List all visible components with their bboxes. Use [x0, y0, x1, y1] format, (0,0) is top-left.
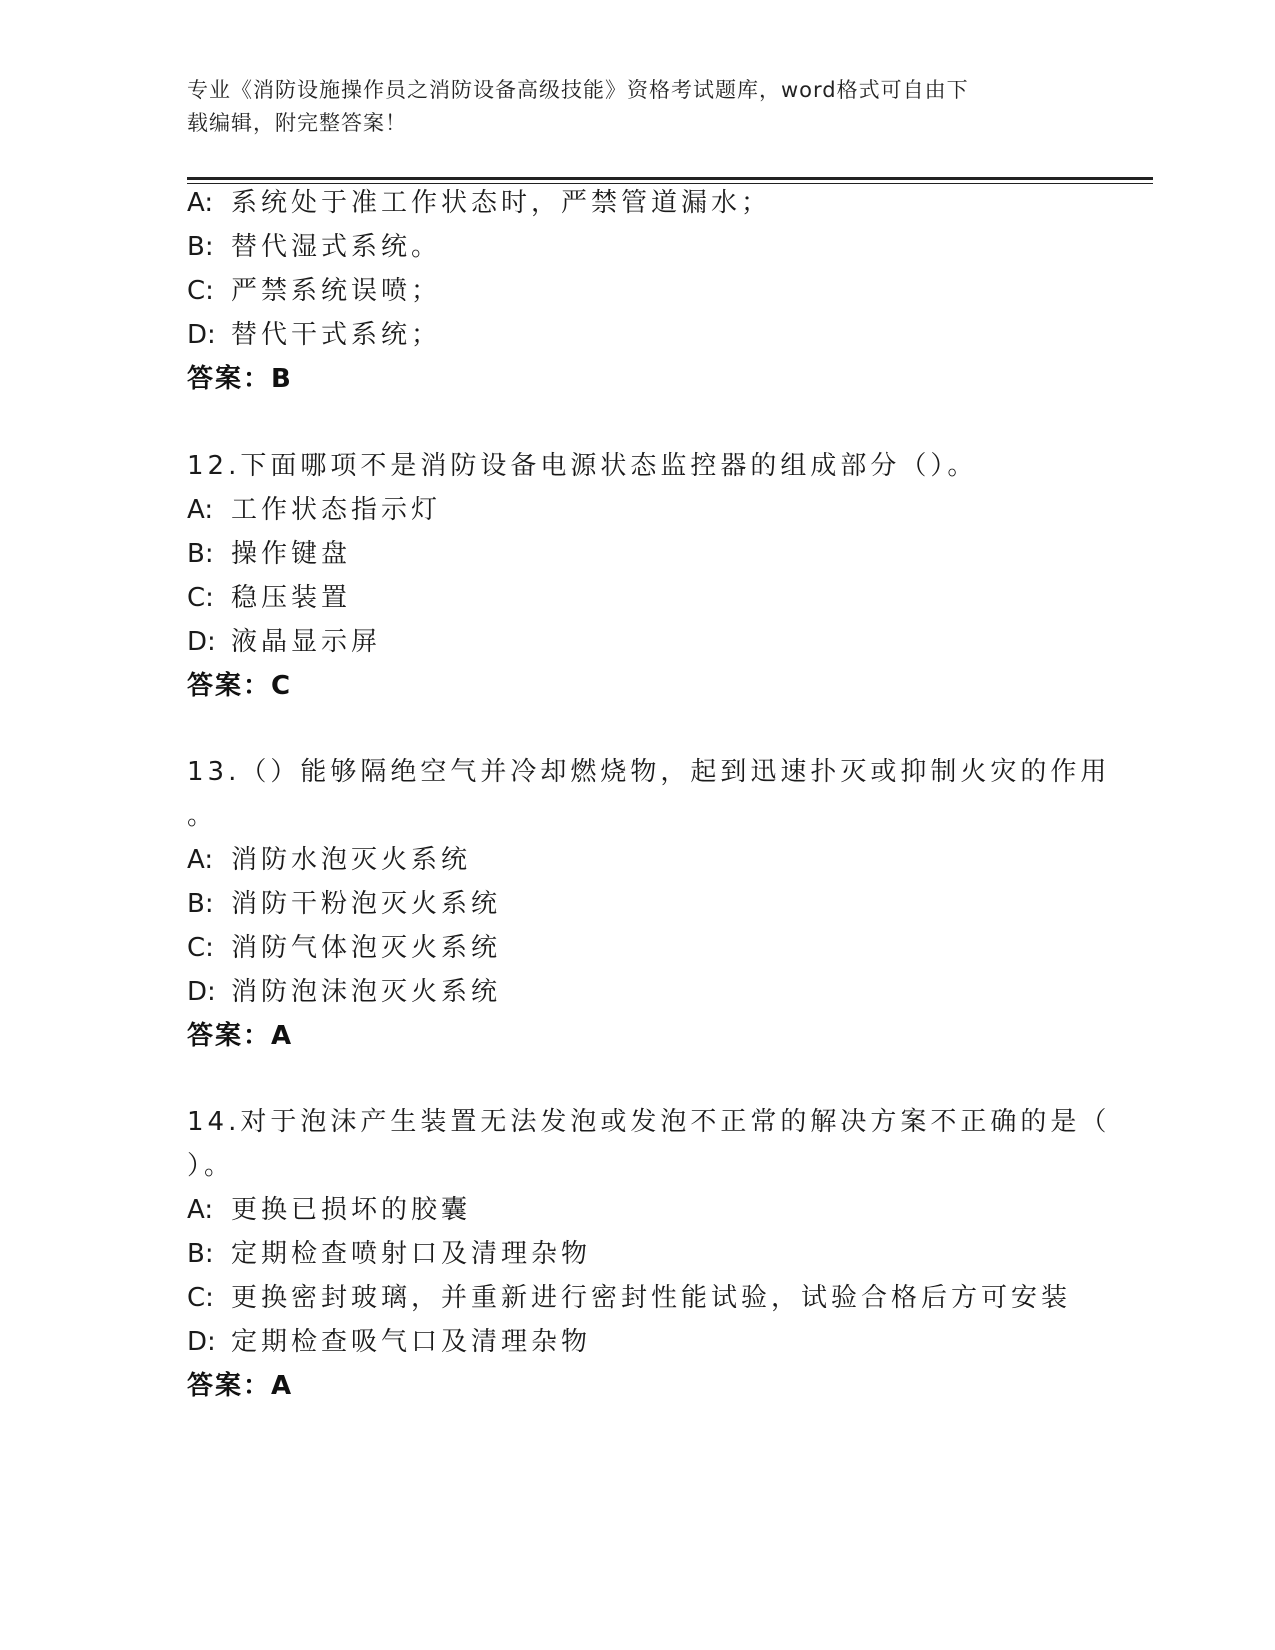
q11-answer: 答案：B [187, 364, 293, 394]
q11-option-a [187, 187, 771, 219]
q12-option-a [187, 494, 441, 526]
document-header [187, 74, 1067, 140]
q11-option-b [187, 231, 441, 263]
q12-option-d [187, 626, 381, 658]
q14-question-line-2: ）。 [187, 1151, 235, 1181]
header-divider-thick [187, 177, 1153, 180]
q14-option-a [187, 1194, 471, 1226]
option-text: 稳压装置 [231, 583, 352, 613]
q12-option-b [187, 538, 351, 570]
option-key: D: [187, 320, 216, 350]
option-key: A: [187, 495, 214, 525]
option-key: A: [187, 188, 214, 218]
option-text: 操作键盘 [231, 539, 352, 569]
option-text: 消防水泡灭火系统 [231, 845, 472, 875]
q14-option-b [187, 1238, 591, 1270]
option-key: B: [187, 1239, 214, 1269]
q13-question-line-2: 。 [187, 801, 218, 831]
q13-answer: 答案：A [187, 1021, 294, 1051]
q13-option-b [187, 888, 501, 920]
option-text: 系统处于准工作状态时，严禁管道漏水； [231, 188, 772, 218]
option-key: C: [187, 276, 214, 306]
option-key: B: [187, 889, 214, 919]
option-text: 严禁系统误喷； [231, 276, 442, 306]
option-key: A: [187, 845, 214, 875]
option-text: 定期检查吸气口及清理杂物 [231, 1327, 592, 1357]
q13-option-c [187, 932, 501, 964]
q12-option-c [187, 582, 351, 614]
q12-answer: 答案：C [187, 671, 293, 701]
q13-option-a [187, 844, 471, 876]
option-text: 消防干粉泡灭火系统 [231, 889, 502, 919]
q11-option-c [187, 275, 441, 307]
q14-question-line-1: 14.对于泡沫产生装置无法发泡或发泡不正常的解决方案不正确的是（ [187, 1107, 1111, 1137]
option-key: C: [187, 1283, 214, 1313]
q13-question-line-1: 13.（）能够隔绝空气并冷却燃烧物，起到迅速扑灭或抑制火灾的作用 [187, 757, 1111, 787]
option-text: 消防气体泡灭火系统 [231, 933, 502, 963]
option-key: B: [187, 232, 214, 262]
option-key: D: [187, 627, 216, 657]
q13-option-d [187, 976, 501, 1008]
header-line-2: 载编辑，附完整答案！ [187, 111, 407, 135]
q12-question: 12.下面哪项不是消防设备电源状态监控器的组成部分（）。 [187, 451, 978, 481]
option-key: C: [187, 583, 214, 613]
option-text: 替代湿式系统。 [231, 232, 442, 262]
option-key: A: [187, 1195, 214, 1225]
q14-option-d [187, 1326, 591, 1358]
option-key: C: [187, 933, 214, 963]
option-key: D: [187, 1327, 216, 1357]
header-line-1: 专业《消防设施操作员之消防设备高级技能》资格考试题库，word格式可自由下 [187, 78, 969, 102]
option-text: 消防泡沫泡灭火系统 [231, 977, 502, 1007]
option-text: 更换密封玻璃，并重新进行密封性能试验，试验合格后方可安装 [231, 1283, 1072, 1313]
q14-answer: 答案：A [187, 1371, 294, 1401]
option-key: D: [187, 977, 216, 1007]
option-text: 液晶显示屏 [231, 627, 382, 657]
q14-option-c [187, 1282, 1071, 1314]
option-text: 替代干式系统； [231, 320, 442, 350]
q11-option-d [187, 319, 441, 351]
option-text: 定期检查喷射口及清理杂物 [231, 1239, 592, 1269]
option-key: B: [187, 539, 214, 569]
option-text: 更换已损坏的胶囊 [231, 1195, 472, 1225]
option-text: 工作状态指示灯 [231, 495, 442, 525]
header-divider-thin [187, 183, 1153, 184]
